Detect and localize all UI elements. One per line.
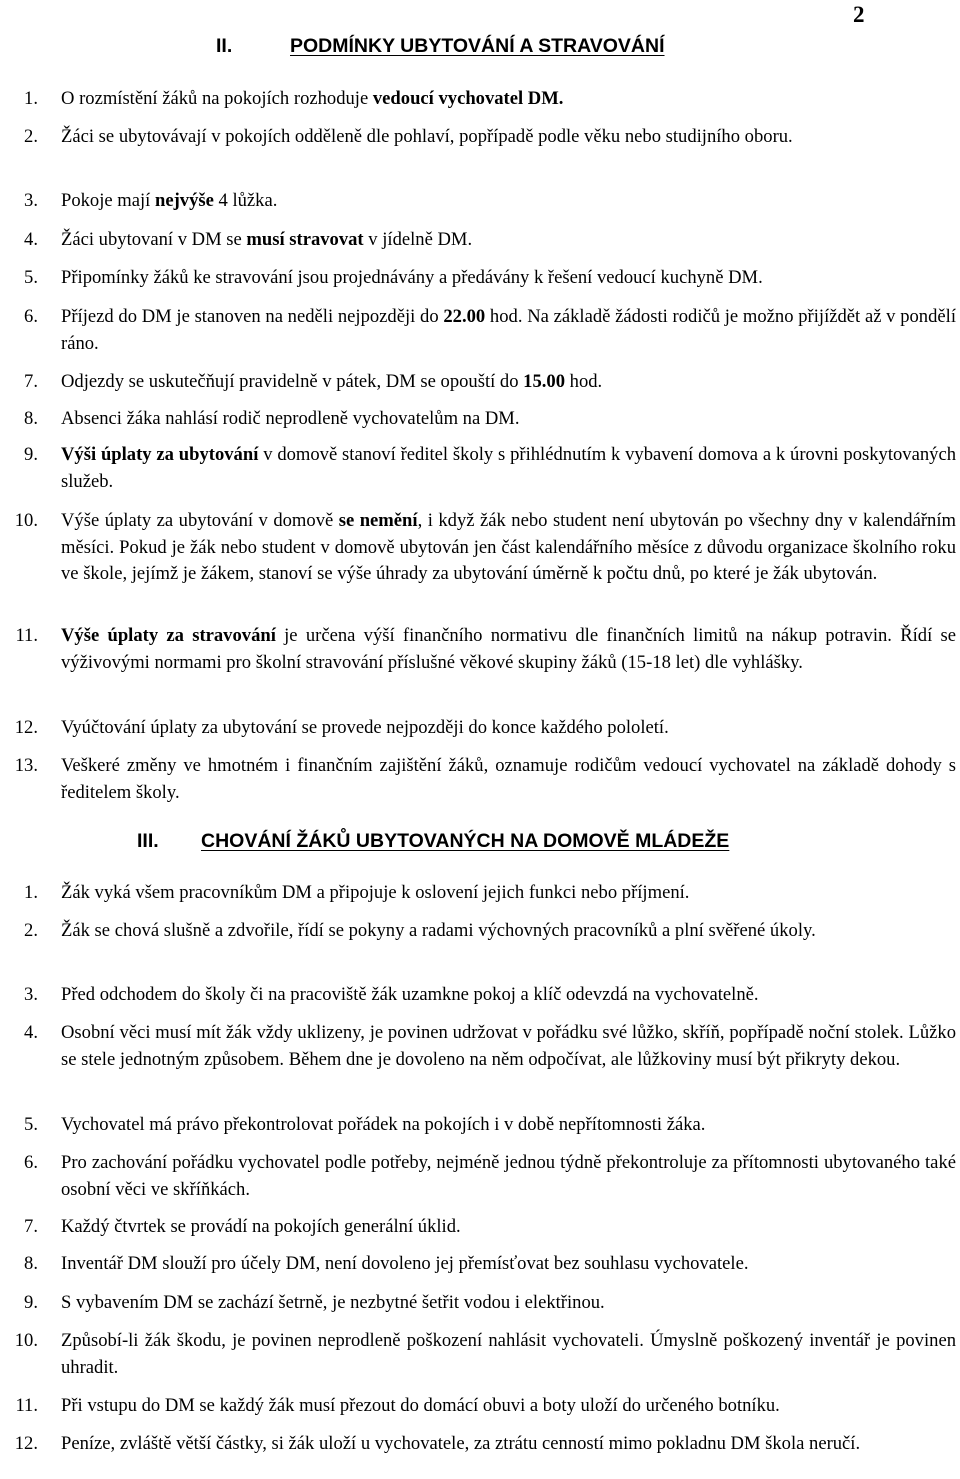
list-item-number: 2. xyxy=(24,126,38,147)
list-item-text xyxy=(61,188,956,215)
list-item-number: 9. xyxy=(24,444,38,465)
bold-text: se nemění xyxy=(338,510,418,531)
list-item-text xyxy=(61,227,956,254)
list-item-number: 8. xyxy=(24,1253,38,1274)
list-item-number: 10. xyxy=(14,1330,38,1351)
section-ii-heading xyxy=(216,35,665,58)
text-run: 4 lůžka. xyxy=(213,190,278,211)
list-item-number: 2. xyxy=(24,920,38,941)
list-item-number: 12. xyxy=(14,717,38,738)
text-run: Připomínky žáků ke stravování jsou projednávány a předávány k řešení vedoucí kuchyně DM. xyxy=(61,267,763,288)
section-iii-number: III. xyxy=(137,830,159,852)
list-item-number: 5. xyxy=(24,1114,38,1135)
list-item-text xyxy=(61,1431,956,1458)
bold-text: 22.00 xyxy=(443,306,486,327)
section-iii-heading xyxy=(137,830,729,853)
list-item-number: 6. xyxy=(24,1152,38,1173)
list-item-text xyxy=(61,1112,956,1139)
list-item-text xyxy=(61,508,956,588)
bold-text: vedoucí vychovatel DM. xyxy=(372,88,564,109)
text-run: Způsobí-li žák škodu, je povinen neprodleně poškození nahlásit vychovateli. Úmyslně poškozený inventář je povinen uhradit. xyxy=(61,1330,956,1378)
list-item-number: 3. xyxy=(24,984,38,1005)
text-run: Pro zachování pořádku vychovatel podle potřeby, nejméně jednou týdně překontroluje za přítomnosti ubytovaného také osobní věci ve skříňkách. xyxy=(61,1152,956,1200)
text-run: O rozmístění žáků na pokojích rozhoduje xyxy=(61,88,373,109)
list-item-number: 6. xyxy=(24,306,38,327)
list-item-text xyxy=(61,1150,956,1203)
list-item-text xyxy=(61,753,956,806)
text-run: S vybavením DM se zachází šetrně, je nezbytné šetřit vodou i elektřinou. xyxy=(61,1292,605,1313)
list-item-text xyxy=(61,918,956,945)
list-item-text xyxy=(61,880,956,907)
text-run: Každý čtvrtek se provádí na pokojích generální úklid. xyxy=(61,1216,461,1237)
list-item-number: 1. xyxy=(24,88,38,109)
text-run: Odjezdy se uskutečňují pravidelně v pátek, DM se opouští do xyxy=(61,371,524,392)
section-ii-title: PODMÍNKY UBYTOVÁNÍ A STRAVOVÁNÍ xyxy=(290,35,665,57)
list-item-text xyxy=(61,442,956,495)
list-item-text xyxy=(61,1214,956,1241)
list-item-text xyxy=(61,1020,956,1073)
list-item-text xyxy=(61,1328,956,1381)
text-run: Osobní věci musí mít žák vždy uklizeny, je povinen udržovat v pořádku své lůžko, skříň, popřípadě noční stolek. Lůžko se stele jednotným způsobem. Během dne je dovoleno na něm odpočívat, ale lůžkoviny musí být přikryty dekou. xyxy=(61,1022,956,1070)
list-item-text xyxy=(61,715,956,742)
text-run: Inventář DM slouží pro účely DM, není dovoleno jej přemísťovat bez souhlasu vychovatele. xyxy=(61,1253,749,1274)
text-run: Žák vyká všem pracovníkům DM a připojuje k oslovení jejich funkci nebo příjmení. xyxy=(61,882,690,903)
text-run: Žáci ubytovaní v DM se xyxy=(61,229,247,250)
list-item-number: 13. xyxy=(14,755,38,776)
text-run: Příjezd do DM je stanoven na neděli nejpozději do xyxy=(61,306,444,327)
text-run: hod. Na základě žádosti rodičů je možno přijíždět až v pondělí ráno. xyxy=(61,306,956,354)
list-item-text xyxy=(61,304,956,357)
text-run: Před odchodem do školy či na pracoviště žák uzamkne pokoj a klíč odevzdá na vychovatelně. xyxy=(61,984,759,1005)
list-item-number: 4. xyxy=(24,229,38,250)
list-item-number: 7. xyxy=(24,1216,38,1237)
page-number: 2 xyxy=(853,2,865,27)
list-item-text xyxy=(61,369,956,396)
bold-text: Výše úplaty za stravování xyxy=(61,625,276,646)
text-run: Vychovatel má právo překontrolovat pořádek na pokojích i v době nepřítomnosti žáka. xyxy=(61,1114,706,1135)
list-item-number: 4. xyxy=(24,1022,38,1043)
list-item-number: 11. xyxy=(15,625,38,646)
list-item-text xyxy=(61,406,956,433)
text-run: Pokoje mají xyxy=(61,190,155,211)
bold-text: 15.00 xyxy=(523,371,566,392)
text-run: Žáci se ubytovávají v pokojích odděleně dle pohlaví, popřípadě podle věku nebo studijního oboru. xyxy=(61,126,793,147)
bold-text: nejvýše xyxy=(155,190,214,211)
text-run: je určena výší finančního normativu dle finančních limitů na nákup potravin. Řídí se výživovými normami pro školní stravování příslušné věkové skupiny žáků (15-18 let) dle vyhlášky. xyxy=(61,625,956,673)
list-item-number: 10. xyxy=(14,510,38,531)
list-item-number: 3. xyxy=(24,190,38,211)
text-run: , i když žák nebo student není ubytován po všechny dny v kalendářním měsíci. Pokud je žák nebo student v domově ubytován jen část kalendářního měsíce z důvodu organizace školního roku ve škole, jejímž je žákem, stanoví se výše úhrady za ubytování úměrně k počtu dnů, po které je žák ubytován. xyxy=(61,510,956,584)
list-item-text xyxy=(61,1251,956,1278)
list-item-text xyxy=(61,1393,956,1420)
section-iii-title: CHOVÁNÍ ŽÁKŮ UBYTOVANÝCH NA DOMOVĚ MLÁDEŽE xyxy=(201,830,730,852)
list-item-text xyxy=(61,124,956,151)
list-item-number: 12. xyxy=(14,1433,38,1454)
list-item-text xyxy=(61,86,956,113)
list-item-number: 7. xyxy=(24,371,38,392)
text-run: Absenci žáka nahlásí rodič neprodleně vychovatelům na DM. xyxy=(61,408,520,429)
list-item-number: 8. xyxy=(24,408,38,429)
list-item-number: 5. xyxy=(24,267,38,288)
text-run: Peníze, zvláště větší částky, si žák uloží u vychovatele, za ztrátu cenností mimo pokladnu DM škola neručí. xyxy=(61,1433,861,1454)
list-item-text xyxy=(61,982,956,1009)
list-item-text xyxy=(61,265,956,292)
text-run: hod. xyxy=(565,371,603,392)
text-run: v domově stanoví ředitel školy s přihlédnutím k vybavení domova a k úrovni poskytovaných služeb. xyxy=(61,444,956,492)
text-run: Výše úplaty za ubytování v domově xyxy=(61,510,339,531)
bold-text: Výši úplaty za ubytování xyxy=(61,444,259,465)
text-run: v jídelně DM. xyxy=(363,229,473,250)
text-run: Vyúčtování úplaty za ubytování se provede nejpozději do konce každého pololetí. xyxy=(61,717,669,738)
list-item-number: 11. xyxy=(15,1395,38,1416)
list-item-text xyxy=(61,1290,956,1317)
list-item-number: 1. xyxy=(24,882,38,903)
section-ii-number: II. xyxy=(216,35,233,57)
list-item-number: 9. xyxy=(24,1292,38,1313)
text-run: Žák se chová slušně a zdvořile, řídí se pokyny a radami výchovných pracovníků a plní svěřené úkoly. xyxy=(61,920,816,941)
text-run: Při vstupu do DM se každý žák musí přezout do domácí obuvi a boty uloží do určeného botníku. xyxy=(61,1395,780,1416)
text-run: Veškeré změny ve hmotném i finančním zajištění žáků, oznamuje rodičům vedoucí vychovatel na základě dohody s ředitelem školy. xyxy=(61,755,956,803)
bold-text: musí stravovat xyxy=(246,229,364,250)
list-item-text xyxy=(61,623,956,676)
